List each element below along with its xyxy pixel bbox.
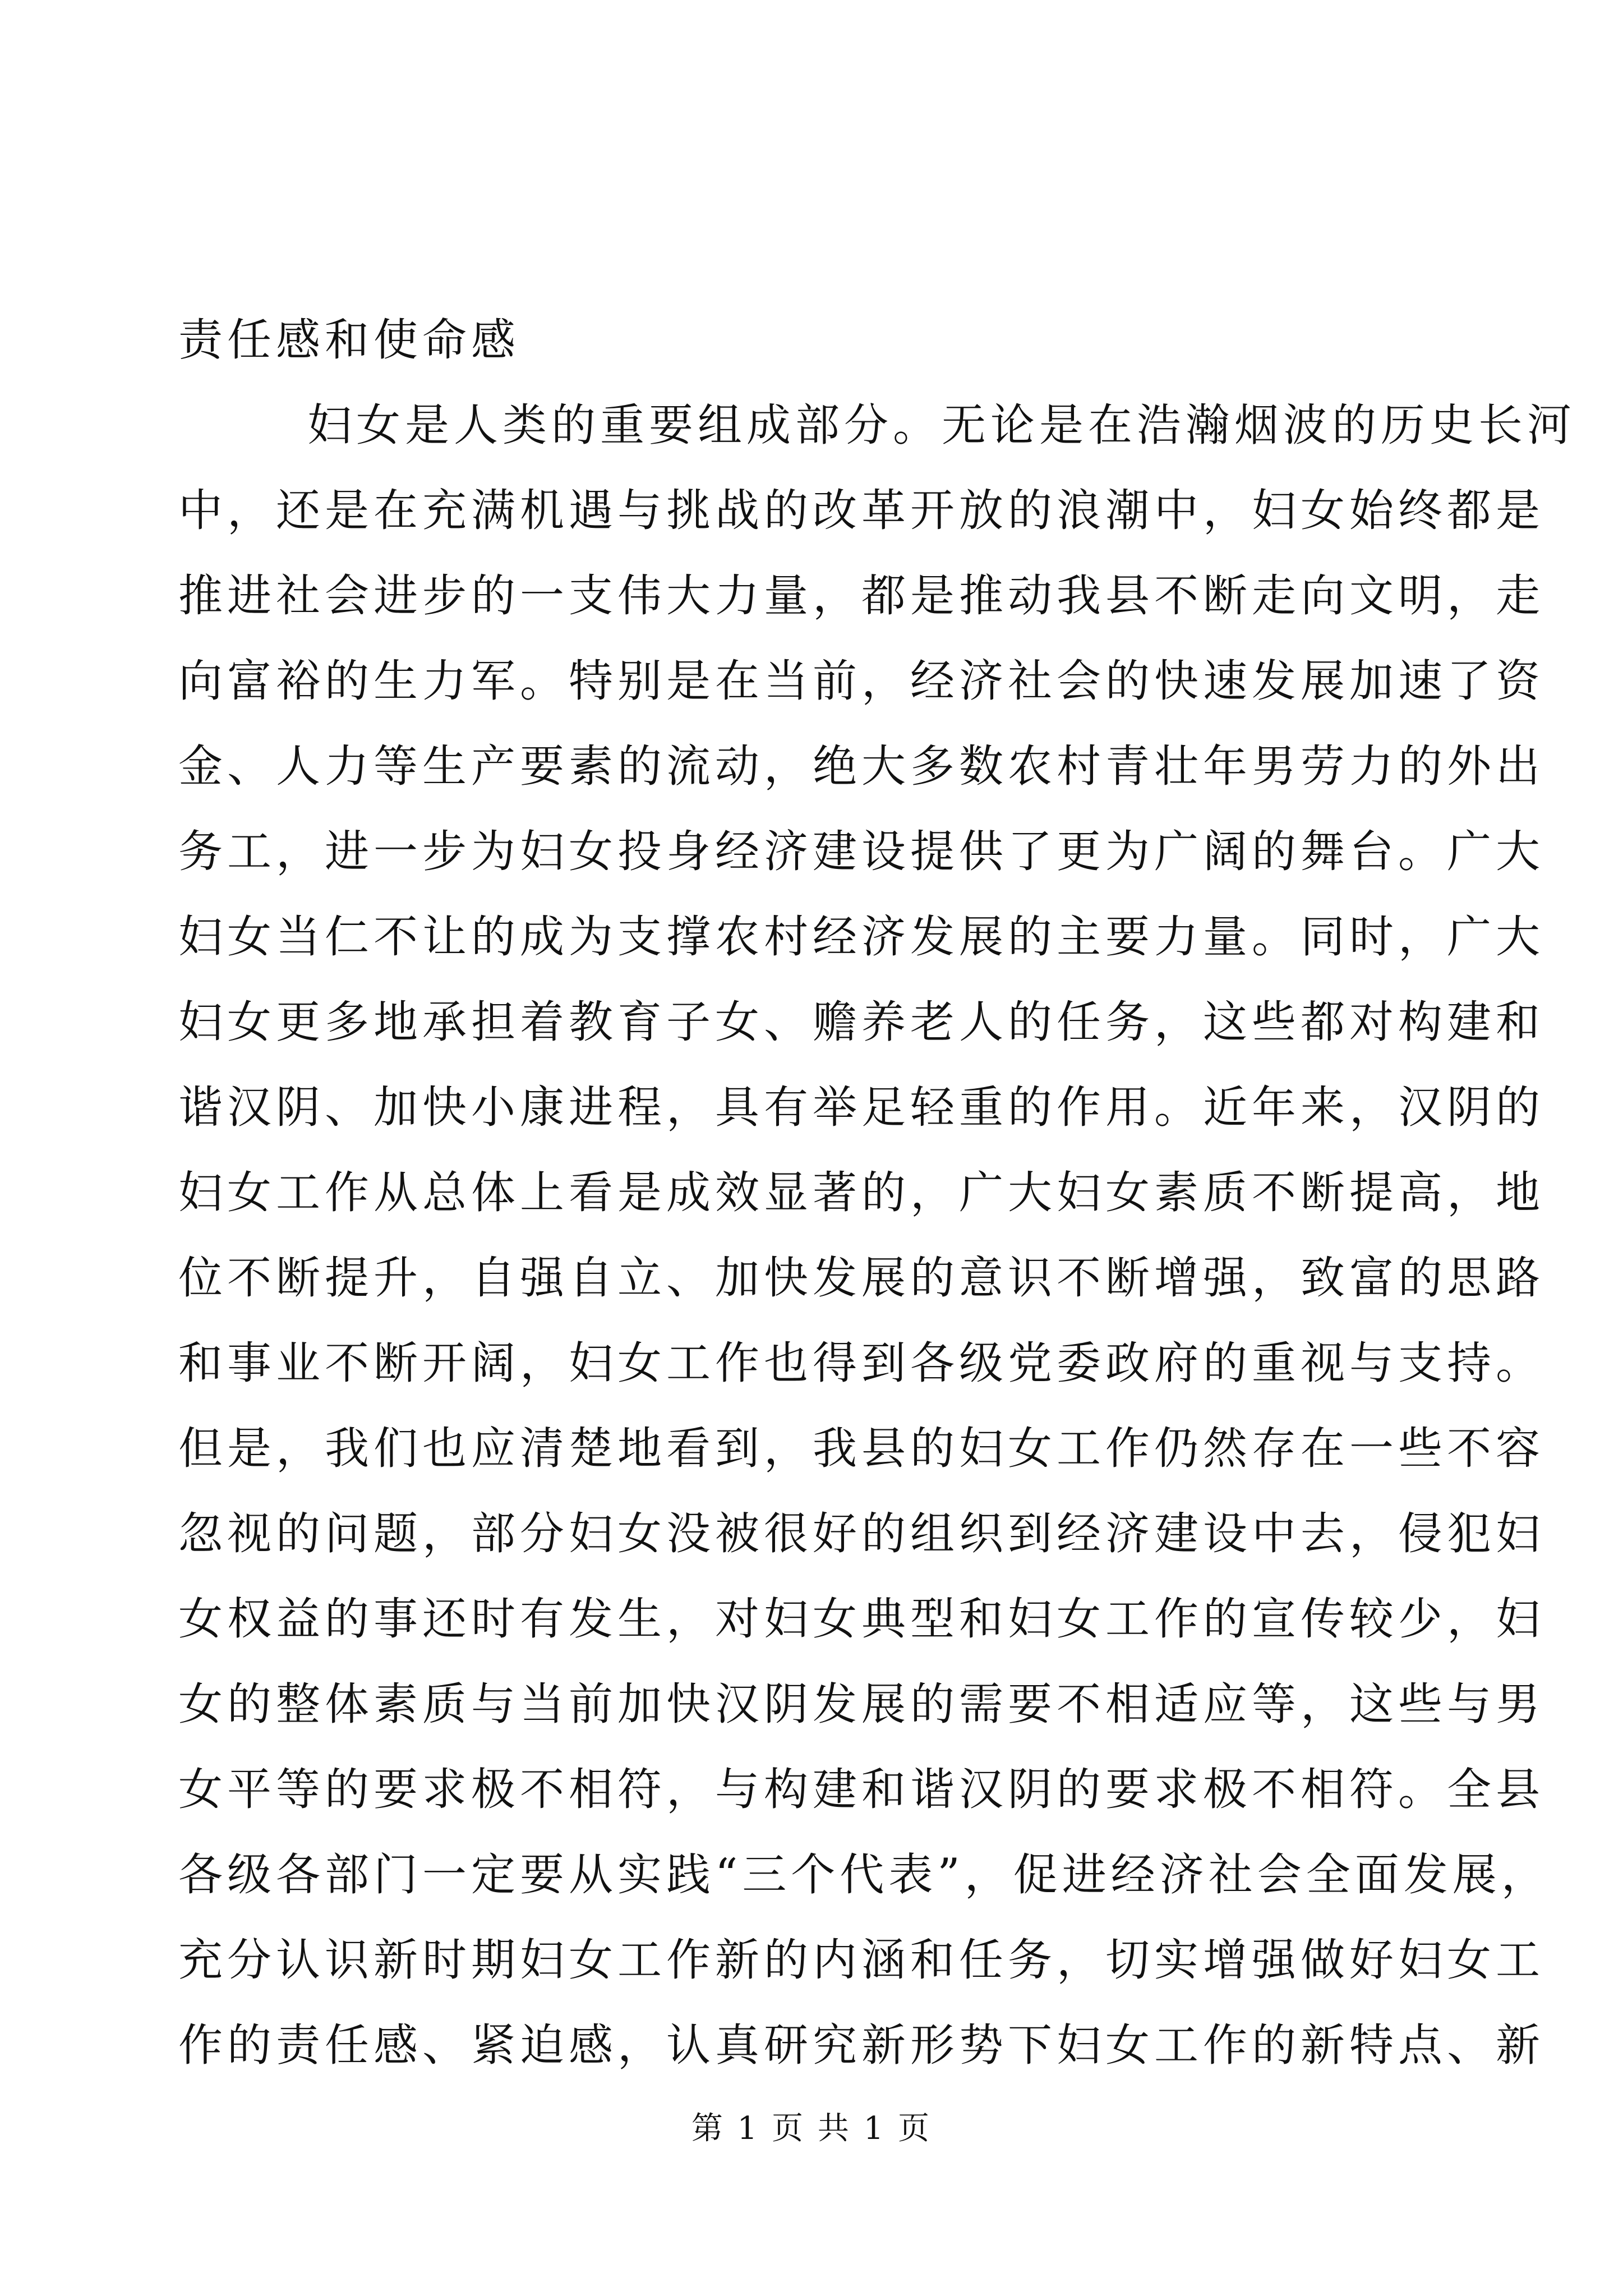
text-line: 位不断提升，自强自立、加快发展的意识不断增强，致富的思路: [178, 1252, 1544, 1304]
document-body: [178, 297, 1576, 2088]
text-line: 女平等的要求极不相符，与构建和谐汉阴的要求极不相符。全县: [178, 1764, 1544, 1815]
text-line: 责任感和使命感: [178, 314, 520, 366]
text-line: 向富裕的生力军。特别是在当前，经济社会的快速发展加速了资: [178, 655, 1544, 707]
text-line: 妇女更多地承担着教育子女、赡养老人的任务，这些都对构建和: [178, 996, 1544, 1048]
text-line: 充分认识新时期妇女工作新的内涵和任务，切实增强做好妇女工: [178, 1934, 1544, 1986]
text-line: 谐汉阴、加快小康进程，具有举足轻重的作用。近年来，汉阴的: [178, 1082, 1544, 1133]
text-line: 忽视的问题，部分妇女没被很好的组织到经济建设中去，侵犯妇: [178, 1508, 1544, 1559]
text-line: 但是，我们也应清楚地看到，我县的妇女工作仍然存在一些不容: [178, 1423, 1544, 1474]
text-line: 和事业不断开阔，妇女工作也得到各级党委政府的重视与支持。: [178, 1337, 1544, 1389]
text-line: 女权益的事还时有发生，对妇女典型和妇女工作的宣传较少，妇: [178, 1593, 1544, 1645]
text-line: 金、人力等生产要素的流动，绝大多数农村青壮年男劳力的外出: [178, 740, 1544, 792]
text-line: 妇女是人类的重要组成部分。无论是在浩瀚烟波的历史长河: [307, 399, 1576, 451]
text-line: 妇女工作从总体上看是成效显著的，广大妇女素质不断提高，地: [178, 1167, 1544, 1218]
text-line: 推进社会进步的一支伟大力量，都是推动我县不断走向文明，走: [178, 570, 1544, 622]
text-line: 各级各部门一定要从实践“三个代表”，促进经济社会全面发展，: [178, 1849, 1550, 1901]
text-line: 作的责任感、紧迫感，认真研究新形势下妇女工作的新特点、新: [178, 2019, 1544, 2071]
text-line: 妇女当仁不让的成为支撑农村经济发展的主要力量。同时，广大: [178, 911, 1544, 963]
text-line: 务工，进一步为妇女投身经济建设提供了更为广阔的舞台。广大: [178, 826, 1544, 877]
text-line: 女的整体素质与当前加快汉阴发展的需要不相适应等，这些与男: [178, 1678, 1544, 1730]
text-line: 中，还是在充满机遇与挑战的改革开放的浪潮中，妇女始终都是: [178, 485, 1544, 536]
page-footer: 第 1 页 共 1 页: [691, 2110, 932, 2147]
